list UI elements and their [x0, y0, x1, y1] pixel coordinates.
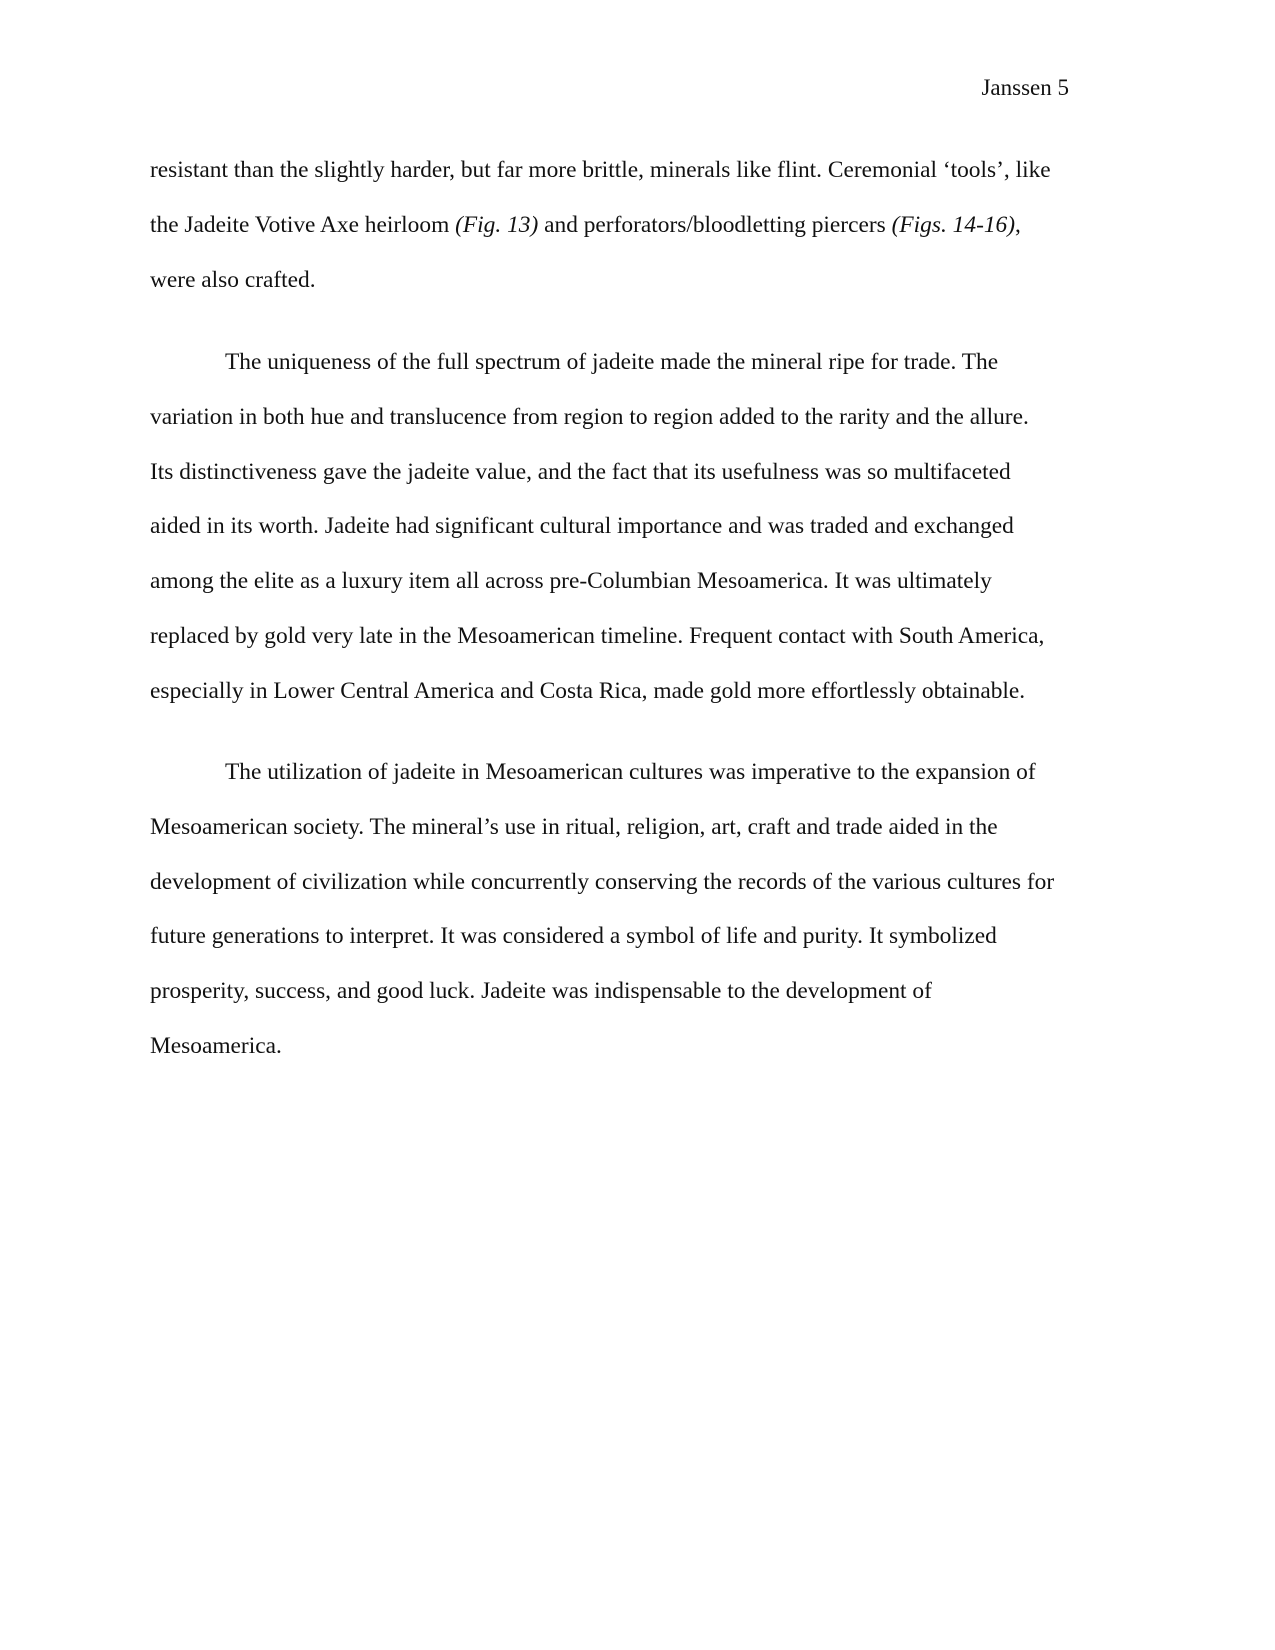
paragraph-3-line-2: Mesoamerican society. The mineral’s use in ritual, religion, art, craft and trade aided in the — [150, 814, 998, 840]
paragraph-2-line-7: especially in Lower Central America and Costa Rica, made gold more effortlessly obtainable. — [150, 678, 1026, 704]
paragraph-1-line-3: were also crafted. — [150, 267, 316, 293]
paragraph-3-line-6: Mesoamerica. — [150, 1033, 282, 1059]
paragraph-1-line-1: resistant than the slightly harder, but far more brittle, minerals like flint. Ceremonial ‘tools’, like — [150, 157, 1051, 183]
paragraph-2-line-6: replaced by gold very late in the Mesoamerican timeline. Frequent contact with South America, — [150, 623, 1045, 649]
paragraph-2-line-2: variation in both hue and translucence from region to region added to the rarity and the allure. — [150, 404, 1029, 430]
paragraph-1-line-2 — [150, 210, 1021, 240]
paragraph-3-line-4: future generations to interpret. It was considered a symbol of life and purity. It symbolized — [150, 923, 997, 949]
paragraph-2-line-3: Its distinctiveness gave the jadeite value, and the fact that its usefulness was so multifaceted — [150, 459, 1011, 485]
figure-reference: (Fig. 13) — [455, 212, 539, 238]
paragraph-2-line-1: The uniqueness of the full spectrum of jadeite made the mineral ripe for trade. The — [225, 349, 999, 375]
paragraph-2-line-4: aided in its worth. Jadeite had significant cultural importance and was traded and exchanged — [150, 513, 1014, 539]
text-run: , — [1015, 212, 1021, 238]
page-number-header: Janssen 5 — [981, 75, 1069, 100]
text-run: and perforators/bloodletting piercers — [538, 212, 892, 238]
paragraph-3-line-5: prosperity, success, and good luck. Jadeite was indispensable to the development of — [150, 978, 932, 1004]
figure-reference: (Figs. 14-16) — [891, 212, 1016, 238]
text-run: the Jadeite Votive Axe heirloom — [150, 212, 456, 238]
paragraph-3-line-1: The utilization of jadeite in Mesoamerican cultures was imperative to the expansion of — [225, 759, 1036, 785]
paragraph-3-line-3: development of civilization while concurrently conserving the records of the various cultures for — [150, 869, 1055, 895]
paragraph-2-line-5: among the elite as a luxury item all across pre-Columbian Mesoamerica. It was ultimately — [150, 568, 992, 594]
